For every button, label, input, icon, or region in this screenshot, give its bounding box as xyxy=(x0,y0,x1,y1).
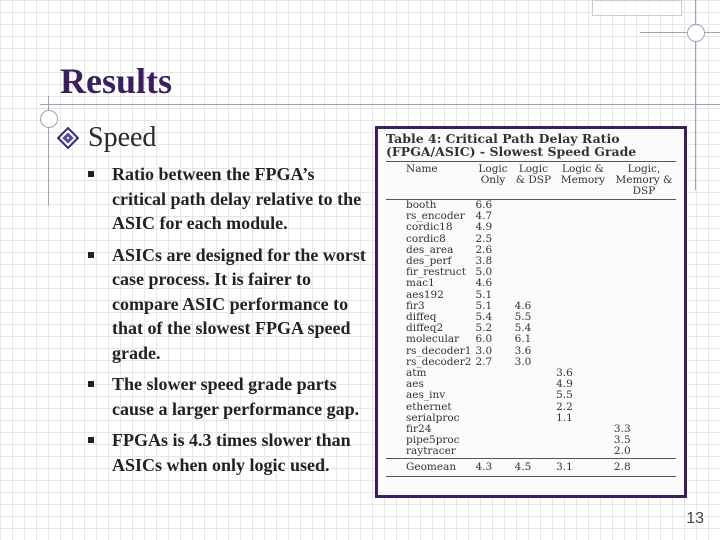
table-cell xyxy=(473,390,512,401)
table-cell: 2.0 xyxy=(613,445,631,458)
table-cell: diffeq2 xyxy=(406,322,444,335)
table-cell: serialproc xyxy=(406,411,460,424)
table-cell xyxy=(513,424,554,435)
table-cell: 2.5 xyxy=(475,232,493,245)
table-cell xyxy=(513,402,554,413)
decor-box-top xyxy=(592,0,682,16)
table-cell xyxy=(554,267,612,278)
table-cell xyxy=(554,245,612,256)
decor-line-title-underline xyxy=(40,104,720,105)
table-cell xyxy=(612,200,676,212)
bullet-list xyxy=(88,162,370,484)
table-cell xyxy=(612,278,676,289)
table-cell xyxy=(473,446,512,458)
table-cell xyxy=(513,256,554,267)
table-cell: 3.6 xyxy=(556,367,573,380)
bullet-item xyxy=(88,243,370,366)
table-row xyxy=(386,278,676,289)
table-row xyxy=(386,222,676,233)
table-cell xyxy=(554,435,612,446)
bullet-text: The slower speed grade parts cause a larger performance gap. xyxy=(112,374,360,419)
table-cell xyxy=(612,357,676,368)
table-header-row xyxy=(386,162,676,200)
table-cell xyxy=(513,435,554,446)
table-cell: aes192 xyxy=(406,288,444,301)
diamond-bullet-icon xyxy=(57,127,80,150)
table-cell xyxy=(554,234,612,245)
table-cell: 4.7 xyxy=(475,210,493,223)
table-cell xyxy=(473,402,512,413)
table-cell: 3.0 xyxy=(475,344,493,357)
table-cell xyxy=(513,267,554,278)
table-cell xyxy=(513,234,554,245)
table-cell xyxy=(513,200,554,212)
table-cell xyxy=(513,413,554,424)
decor-circle-top-right xyxy=(687,24,705,42)
table-cell: mac1 xyxy=(406,277,435,290)
table-cell xyxy=(473,435,512,446)
table-cell: 5.5 xyxy=(514,311,532,324)
table-cell xyxy=(513,211,554,222)
table-cell: 2.2 xyxy=(556,400,573,413)
heading-speed xyxy=(60,122,156,154)
table-cell xyxy=(554,312,612,323)
delay-ratio-table xyxy=(386,161,676,477)
table-row xyxy=(386,368,676,379)
table-cell: fir3 xyxy=(406,299,425,312)
table-cell: 5.4 xyxy=(514,322,532,335)
table-cell xyxy=(513,379,554,390)
table-cell: 3.8 xyxy=(475,255,493,268)
table-figure xyxy=(375,126,687,498)
col-header-name: Name xyxy=(386,162,473,200)
table-cell xyxy=(554,301,612,312)
table-cell: 5.1 xyxy=(475,288,493,301)
table-cell xyxy=(612,334,676,345)
table-caption: Table 4: Critical Path Delay Ratio (FPGA/ASIC) - Slowest Speed Grade xyxy=(386,131,637,159)
table-cell xyxy=(554,323,612,334)
table-cell xyxy=(513,390,554,401)
table-cell xyxy=(612,211,676,222)
table-cell: rs_decoder1 xyxy=(406,344,472,357)
table-cell: des_perf xyxy=(406,255,452,268)
table-cell xyxy=(554,200,612,212)
col-header-logic-memory-dsp: Logic, Memory & DSP xyxy=(612,162,676,200)
table-cell: 2.7 xyxy=(475,355,493,368)
table-row xyxy=(386,334,676,345)
table-cell: 3.6 xyxy=(514,344,532,357)
table-cell: 4.3 xyxy=(473,458,512,476)
table-cell: 4.9 xyxy=(556,378,573,391)
table-cell xyxy=(612,312,676,323)
table-cell: cordic8 xyxy=(406,232,446,245)
col-header-logic-dsp: Logic & DSP xyxy=(513,162,554,200)
table-cell: 5.1 xyxy=(475,299,493,312)
table-cell: 5.5 xyxy=(556,389,573,402)
table-cell: 6.1 xyxy=(514,333,532,346)
table-cell: booth xyxy=(406,199,437,211)
table-cell: fir24 xyxy=(406,423,432,436)
table-cell: Geomean xyxy=(386,458,473,476)
decor-line-top-horizontal xyxy=(640,32,720,33)
table-cell: 5.4 xyxy=(475,311,493,324)
bullet-text: FPGAs is 4.3 times slower than ASICs when only logic used. xyxy=(112,430,351,475)
bullet-text: Ratio between the FPGA’s critical path delay relative to the ASIC for each module. xyxy=(112,164,362,233)
table-cell: 6.6 xyxy=(475,199,493,211)
square-bullet-icon xyxy=(88,381,94,387)
table-cell xyxy=(554,211,612,222)
table-row xyxy=(386,290,676,301)
table-cell xyxy=(612,290,676,301)
table-cell: molecular xyxy=(406,333,460,346)
decor-circle-left xyxy=(40,110,58,128)
page-number: 13 xyxy=(686,510,704,527)
table-cell xyxy=(612,379,676,390)
table-cell: fir_restruct xyxy=(406,266,466,279)
table-cell xyxy=(473,379,512,390)
col-header-logic-memory: Logic & Memory xyxy=(554,162,612,200)
table-cell: 3.1 xyxy=(554,458,612,476)
table-body xyxy=(386,200,676,477)
table-cell: 2.6 xyxy=(475,243,493,256)
bullet-item xyxy=(88,428,370,477)
table-cell xyxy=(554,424,612,435)
table-cell xyxy=(612,346,676,357)
table-cell: rs_encoder xyxy=(406,210,465,223)
table-cell xyxy=(473,368,512,379)
heading-speed-label: Speed xyxy=(88,122,157,153)
table-cell xyxy=(554,256,612,267)
table-cell: 3.0 xyxy=(514,355,532,368)
table-row xyxy=(386,390,676,401)
table-cell xyxy=(513,446,554,458)
table-cell: atm xyxy=(406,367,427,380)
table-cell xyxy=(554,346,612,357)
table-cell: diffeq xyxy=(406,311,437,324)
bullet-item xyxy=(88,162,370,236)
table-cell: 1.1 xyxy=(556,411,573,424)
table-cell xyxy=(612,234,676,245)
table-cell: des_area xyxy=(406,243,454,256)
table-cell: 4.6 xyxy=(475,277,493,290)
table-cell xyxy=(473,413,512,424)
table-cell xyxy=(554,446,612,458)
table-cell xyxy=(554,278,612,289)
square-bullet-icon xyxy=(88,437,94,443)
table-row-geomean xyxy=(386,458,676,476)
table-cell: 4.6 xyxy=(514,299,532,312)
col-header-logic-only: Logic Only xyxy=(473,162,512,200)
table-cell xyxy=(612,402,676,413)
table-cell xyxy=(554,290,612,301)
table-cell: 5.0 xyxy=(475,266,493,279)
table-cell: 3.5 xyxy=(613,434,631,447)
table-cell xyxy=(513,278,554,289)
table-row xyxy=(386,446,676,458)
table-cell xyxy=(513,245,554,256)
table-cell: 3.3 xyxy=(613,423,631,436)
table-cell xyxy=(612,390,676,401)
table-row xyxy=(386,357,676,368)
square-bullet-icon xyxy=(88,252,94,258)
table-cell: aes xyxy=(406,378,424,391)
table-cell: 6.0 xyxy=(475,333,493,346)
table-cell xyxy=(473,424,512,435)
table-cell: cordic18 xyxy=(406,221,453,234)
table-cell xyxy=(513,368,554,379)
table-cell: aes_inv xyxy=(406,389,446,402)
table-cell: rs_decoder2 xyxy=(406,355,472,368)
table-cell xyxy=(513,222,554,233)
table-cell: raytracer xyxy=(406,445,456,458)
bullet-text: ASICs are designed for the worst case process. It is fairer to compare ASIC performance to that of the slowest FPGA speed grade. xyxy=(112,244,366,363)
table-cell: ethernet xyxy=(406,400,452,413)
table-cell xyxy=(612,267,676,278)
table-cell xyxy=(612,222,676,233)
table-cell xyxy=(612,256,676,267)
table-cell xyxy=(612,301,676,312)
slide-title: Results xyxy=(60,61,173,101)
table-cell xyxy=(554,222,612,233)
square-bullet-icon xyxy=(88,171,94,177)
table-cell: 5.2 xyxy=(475,322,493,335)
table-cell xyxy=(554,334,612,345)
table-cell xyxy=(612,323,676,334)
table-cell xyxy=(612,245,676,256)
table-cell: 4.5 xyxy=(513,458,554,476)
bullet-item xyxy=(88,372,370,421)
table-cell xyxy=(612,368,676,379)
table-cell: 2.8 xyxy=(612,458,676,476)
table-cell: 4.9 xyxy=(475,221,493,234)
table-cell: pipe5proc xyxy=(406,434,460,447)
